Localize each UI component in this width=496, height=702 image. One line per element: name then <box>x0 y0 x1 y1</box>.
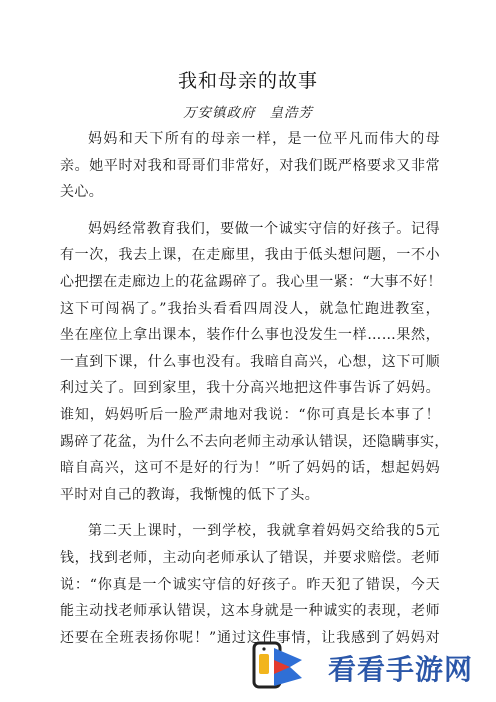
text-line: 还要在全班表扬你呢！”通过这件事情，让我感到了妈妈对 <box>60 629 440 646</box>
text-line: 第二天上课时，一到学校，我就拿着妈妈交给我的5元 <box>88 523 440 540</box>
text-line: 利过关了。回到家里，我十分高兴地把这件事告诉了妈妈。 <box>60 380 440 397</box>
document-title: 我和母亲的故事 <box>177 70 318 92</box>
text-line: 暗自高兴，这可不是好的行为！”听了妈妈的话，想起妈妈 <box>60 460 440 477</box>
text-line: 平时对自己的教诲，我惭愧的低下了头。 <box>60 486 320 503</box>
text-line: 关心。 <box>60 184 104 201</box>
document-body <box>60 126 449 651</box>
text-line: 谁知，妈妈听后一脸严肃地对我说：“你可真是长本事了！ <box>60 406 440 423</box>
text-line: 心把摆在走廊边上的花盆踢碎了。我心里一紧：“大事不好！ <box>60 273 442 290</box>
watermark-text: 看看手游网 <box>328 653 474 686</box>
text-line: 这下可闯祸了。”我抬头看看四周没人，就急忙跑进教室， <box>60 300 440 317</box>
text-line: 一直到下课，什么事也没有。我暗自高兴，心想，这下可顺 <box>60 353 440 370</box>
author-org: 万安镇政府 <box>183 105 256 121</box>
text-line: 能主动找老师承认错误，这本身就是一种诚实的表现，老师 <box>60 603 440 620</box>
text-line: 踢碎了花盆，为什么不去向老师主动承认错误，还隐瞒事实， <box>60 433 449 450</box>
site-watermark <box>250 640 490 692</box>
text-line: 妈妈和天下所有的母亲一样，是一位平凡而伟大的母 <box>88 131 440 147</box>
gamepad-logo-icon <box>250 640 310 692</box>
author-name: 皇浩芳 <box>269 105 313 121</box>
author-byline <box>0 101 496 121</box>
text-line: 说：“你真是一个诚实守信的好孩子。昨天犯了错误，今天 <box>60 576 440 593</box>
text-line: 妈妈经常教育我们，要做一个诚实守信的好孩子。记得 <box>88 220 440 237</box>
text-line: 坐在座位上拿出课本，装作什么事也没发生一样……果然， <box>60 327 440 344</box>
text-line: 有一次，我去上课，在走廊里，我由于低头想问题，一不小 <box>60 247 440 264</box>
text-line: 钱，找到老师，主动向老师承认了错误，并要求赔偿。老师 <box>60 549 440 566</box>
text-line: 亲。她平时对我和哥哥们非常好，对我们既严格要求又非常 <box>60 157 440 174</box>
